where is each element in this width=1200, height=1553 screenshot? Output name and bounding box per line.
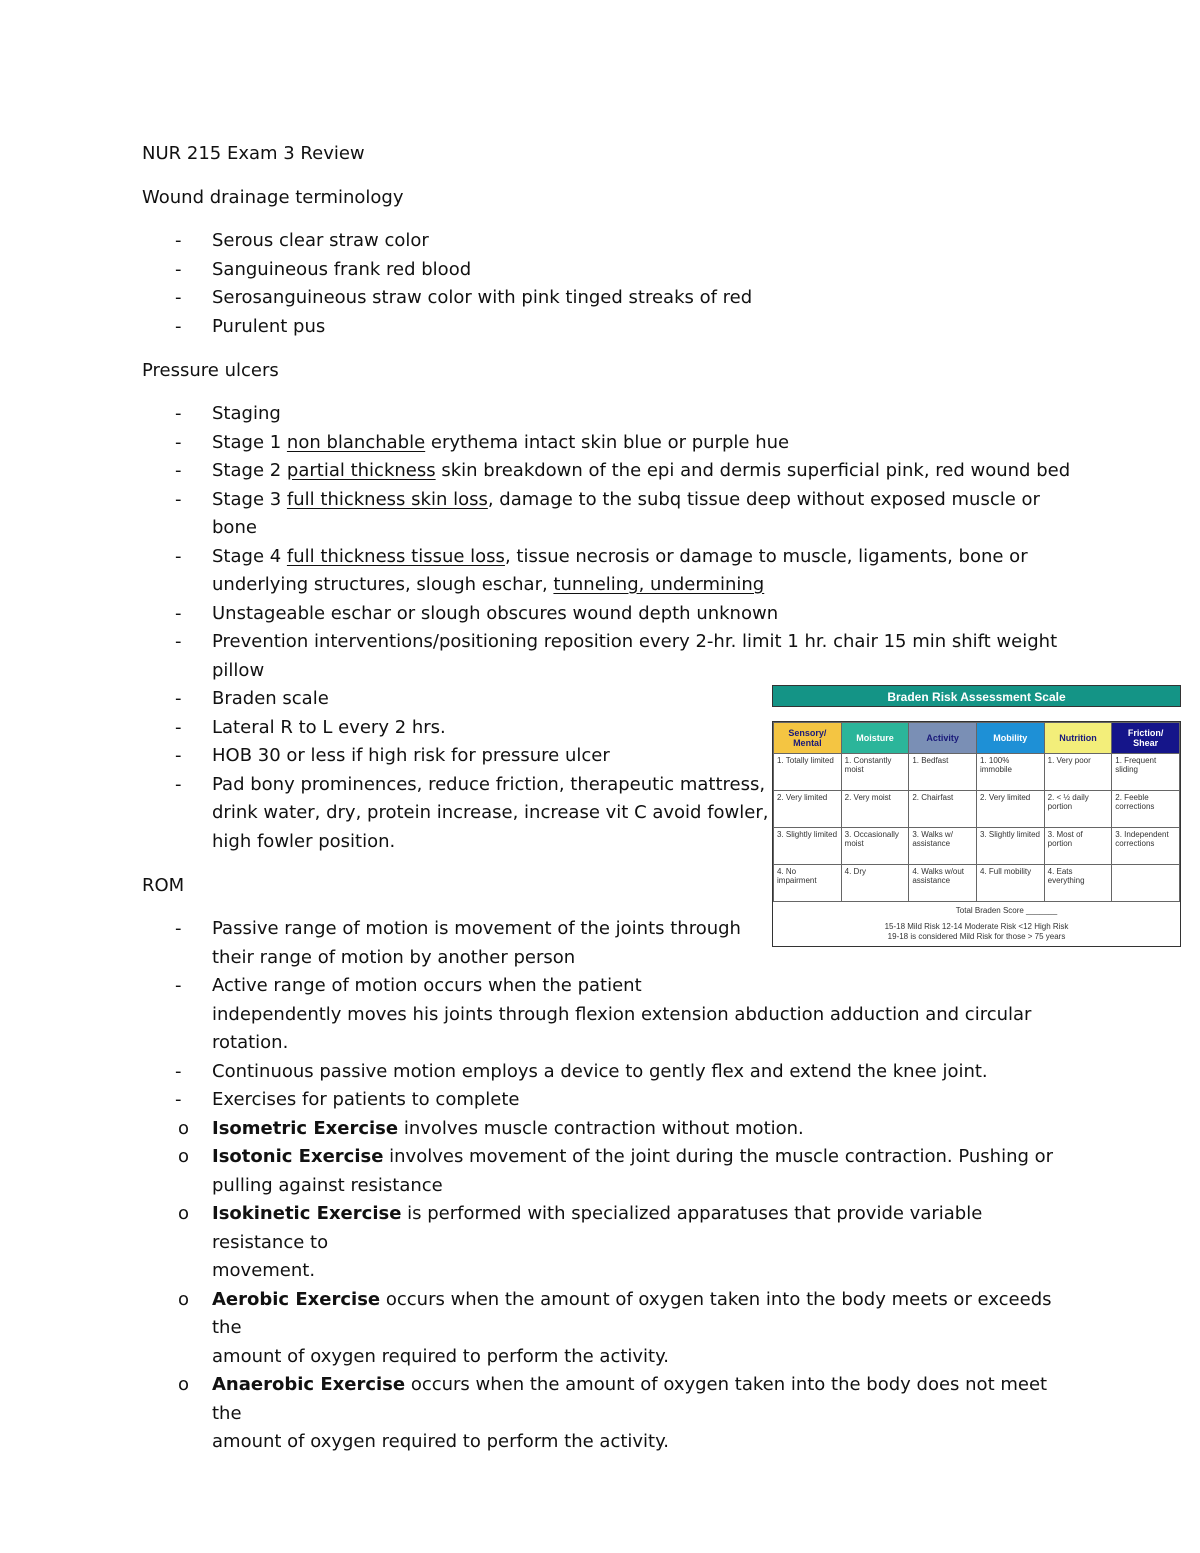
list-item bbox=[142, 256, 1072, 285]
bold-term: Anaerobic Exercise bbox=[212, 1374, 406, 1395]
bold-term: Isometric Exercise bbox=[212, 1117, 399, 1139]
braden-row bbox=[774, 865, 1180, 902]
braden-header-cell: Nutrition bbox=[1044, 723, 1112, 754]
underlined-term: non blanchable bbox=[286, 431, 426, 453]
braden-cell: 2. Very limited bbox=[976, 791, 1044, 828]
list-text: underlying structures, slough eschar, bbox=[212, 574, 554, 595]
list-item bbox=[142, 313, 1072, 342]
list-item bbox=[142, 1371, 1072, 1457]
bold-term: Aerobic Exercise bbox=[212, 1288, 381, 1310]
braden-row bbox=[774, 791, 1180, 828]
list-marker: o bbox=[178, 1374, 190, 1395]
list-item bbox=[142, 972, 1072, 1058]
list-marker: - bbox=[175, 287, 182, 308]
braden-header-cell: Moisture bbox=[841, 723, 909, 754]
list-marker: - bbox=[175, 230, 182, 251]
list-text: Unstageable eschar or slough obscures wound depth unknown bbox=[212, 602, 779, 624]
list-text: amount of oxygen required to perform the activity. bbox=[212, 1345, 669, 1367]
list-text: involves movement of the joint during the muscle contraction. Pushing or bbox=[383, 1146, 1054, 1167]
list-text: Serous clear straw color bbox=[212, 230, 429, 251]
list-marker: - bbox=[175, 745, 182, 766]
braden-cell: 1. Totally limited bbox=[774, 754, 842, 791]
list-text: Braden scale bbox=[212, 688, 329, 709]
braden-cell bbox=[1112, 865, 1180, 902]
list-marker: o bbox=[178, 1203, 190, 1224]
list-marker: - bbox=[175, 315, 182, 337]
list-item bbox=[142, 1200, 1072, 1286]
list-marker: - bbox=[175, 688, 182, 709]
list-marker: - bbox=[175, 488, 182, 510]
list-text: independently moves his joints through flexion extension abduction adduction and circular bbox=[212, 1003, 1032, 1025]
list-item bbox=[142, 400, 1072, 429]
braden-body bbox=[774, 754, 1180, 902]
braden-cell: 1. Frequent sliding bbox=[1112, 754, 1180, 791]
braden-cell: 3. Occasionally moist bbox=[841, 828, 909, 865]
list-text: movement. bbox=[212, 1260, 316, 1281]
bold-term: Isokinetic Exercise bbox=[212, 1203, 402, 1224]
list-text: Active range of motion occurs when the patient bbox=[212, 975, 642, 996]
list-text: Pad bony prominences, reduce friction, therapeutic mattress, bbox=[212, 773, 766, 795]
underlined-term: full thickness skin loss bbox=[286, 488, 488, 510]
braden-cell: 1. Very poor bbox=[1044, 754, 1112, 791]
list-item bbox=[142, 600, 1072, 629]
underlined-term: partial thickness bbox=[286, 460, 436, 481]
braden-header-cell: Friction/ Shear bbox=[1112, 723, 1180, 754]
braden-cell: 4. No impairment bbox=[774, 865, 842, 902]
list-text: Stage 4 bbox=[212, 545, 287, 567]
braden-cell: 4. Walks w/out assistance bbox=[909, 865, 977, 902]
braden-table bbox=[773, 722, 1180, 902]
braden-cell: 1. Constantly moist bbox=[841, 754, 909, 791]
list-marker: - bbox=[175, 403, 182, 424]
list-text: amount of oxygen required to perform the activity. bbox=[212, 1431, 669, 1452]
braden-cell: 3. Slightly limited bbox=[774, 828, 842, 865]
list-text: Purulent pus bbox=[212, 315, 326, 337]
list-text: their range of motion by another person bbox=[212, 946, 576, 968]
list-text: Serosanguineous straw color with pink tinged streaks of red bbox=[212, 287, 753, 308]
list-text: pillow bbox=[212, 659, 265, 681]
list-item bbox=[142, 486, 1072, 543]
list-item bbox=[142, 1143, 1072, 1200]
list-marker: - bbox=[175, 460, 182, 481]
underlined-term: tunneling, undermining bbox=[553, 574, 765, 595]
braden-cell: 1. Bedfast bbox=[909, 754, 977, 791]
list-marker: - bbox=[175, 1060, 182, 1082]
list-item bbox=[142, 429, 1072, 458]
list-item bbox=[142, 1115, 1072, 1144]
list-text: Continuous passive motion employs a device to gently flex and extend the knee joint. bbox=[212, 1060, 988, 1082]
list-item bbox=[142, 1286, 1072, 1372]
list-marker: o bbox=[178, 1117, 190, 1139]
bold-term: Isotonic Exercise bbox=[212, 1146, 384, 1167]
list-item bbox=[142, 1086, 1072, 1115]
wound-list bbox=[142, 227, 1072, 341]
list-marker: - bbox=[175, 1089, 182, 1110]
list-item bbox=[142, 227, 1072, 256]
list-item bbox=[142, 543, 1072, 600]
braden-row bbox=[774, 828, 1180, 865]
braden-title: Braden Risk Assessment Scale bbox=[772, 685, 1181, 707]
list-text: Lateral R to L every 2 hrs. bbox=[212, 716, 446, 738]
list-text: Stage 2 bbox=[212, 460, 287, 481]
braden-cell: 3. Walks w/ assistance bbox=[909, 828, 977, 865]
list-marker: o bbox=[178, 1146, 190, 1167]
braden-footer bbox=[773, 902, 1180, 946]
list-text: Prevention interventions/positioning reposition every 2-hr. limit 1 hr. chair 15 min shift weight bbox=[212, 631, 1058, 652]
braden-cell: 1. 100% immobile bbox=[976, 754, 1044, 791]
underlined-term: full thickness tissue loss bbox=[286, 545, 505, 567]
list-text: erythema intact skin blue or purple hue bbox=[425, 431, 790, 453]
page-title: NUR 215 Exam 3 Review bbox=[142, 143, 365, 164]
list-text: rotation. bbox=[212, 1032, 289, 1053]
list-marker: - bbox=[175, 716, 182, 738]
list-text: occurs when the amount of oxygen taken into the body does not meet the bbox=[212, 1374, 1048, 1424]
rom-list bbox=[142, 915, 1072, 1457]
list-text: Stage 1 bbox=[212, 431, 287, 453]
braden-cell: 2. Chairfast bbox=[909, 791, 977, 828]
braden-risk-levels: 15-18 Mild Risk 12-14 Moderate Risk <12 High Risk bbox=[884, 922, 1069, 931]
list-text: high fowler position. bbox=[212, 830, 396, 852]
braden-header-cell: Mobility bbox=[976, 723, 1044, 754]
section-heading-wound: Wound drainage terminology bbox=[142, 187, 404, 208]
list-text: Sanguineous frank red blood bbox=[212, 258, 472, 280]
list-marker: - bbox=[175, 602, 182, 624]
braden-header-cell: Sensory/ Mental bbox=[774, 723, 842, 754]
braden-total: Total Braden Score _______ bbox=[955, 906, 1058, 915]
braden-cell: 2. Very moist bbox=[841, 791, 909, 828]
list-text: involves muscle contraction without motion. bbox=[398, 1117, 804, 1139]
braden-cell: 3. Independent corrections bbox=[1112, 828, 1180, 865]
braden-header-cell: Activity bbox=[909, 723, 977, 754]
list-text: HOB 30 or less if high risk for pressure ulcer bbox=[212, 745, 610, 766]
list-item bbox=[142, 628, 1072, 685]
section-heading-pressure: Pressure ulcers bbox=[142, 360, 279, 381]
braden-cell: 4. Full mobility bbox=[976, 865, 1044, 902]
list-marker: o bbox=[178, 1288, 190, 1310]
list-marker: - bbox=[175, 631, 182, 652]
braden-cell: 3. Most of portion bbox=[1044, 828, 1112, 865]
list-marker: - bbox=[175, 975, 182, 996]
list-text: Staging bbox=[212, 403, 281, 424]
braden-header-row bbox=[774, 723, 1180, 754]
section-heading-rom: ROM bbox=[142, 875, 185, 896]
list-text: occurs when the amount of oxygen taken into the body meets or exceeds the bbox=[212, 1288, 1052, 1338]
braden-cell: 2. Very limited bbox=[774, 791, 842, 828]
list-text: Passive range of motion is movement of the joints through bbox=[212, 918, 741, 939]
braden-scale-figure bbox=[772, 685, 1181, 947]
list-text: Exercises for patients to complete bbox=[212, 1089, 520, 1110]
list-text: Stage 3 bbox=[212, 488, 287, 510]
list-text: is performed with specialized apparatuses that provide variable resistance to bbox=[212, 1203, 983, 1253]
list-marker: - bbox=[175, 258, 182, 280]
list-text: drink water, dry, protein increase, increase vit C avoid fowler, bbox=[212, 802, 769, 823]
list-marker: - bbox=[175, 773, 182, 795]
braden-grid bbox=[772, 721, 1181, 947]
list-text: , tissue necrosis or damage to muscle, ligaments, bone or bbox=[504, 545, 1028, 567]
list-marker: - bbox=[175, 918, 182, 939]
braden-row bbox=[774, 754, 1180, 791]
list-text: skin breakdown of the epi and dermis superficial pink, red wound bed bbox=[435, 460, 1071, 481]
braden-risk-note: 19-18 is considered Mild Risk for those > 75 years bbox=[887, 932, 1066, 941]
list-marker: - bbox=[175, 431, 182, 453]
braden-cell: 4. Dry bbox=[841, 865, 909, 902]
list-text: pulling against resistance bbox=[212, 1174, 443, 1196]
braden-cell: 3. Slightly limited bbox=[976, 828, 1044, 865]
list-text: , damage to the subq tissue deep without exposed muscle or bone bbox=[212, 488, 1040, 538]
list-marker: - bbox=[175, 545, 182, 567]
list-item bbox=[142, 457, 1072, 486]
braden-cell: 4. Eats everything bbox=[1044, 865, 1112, 902]
list-item bbox=[142, 1058, 1072, 1087]
braden-cell: 2. < ½ daily portion bbox=[1044, 791, 1112, 828]
list-item bbox=[142, 284, 1072, 313]
braden-cell: 2. Feeble corrections bbox=[1112, 791, 1180, 828]
